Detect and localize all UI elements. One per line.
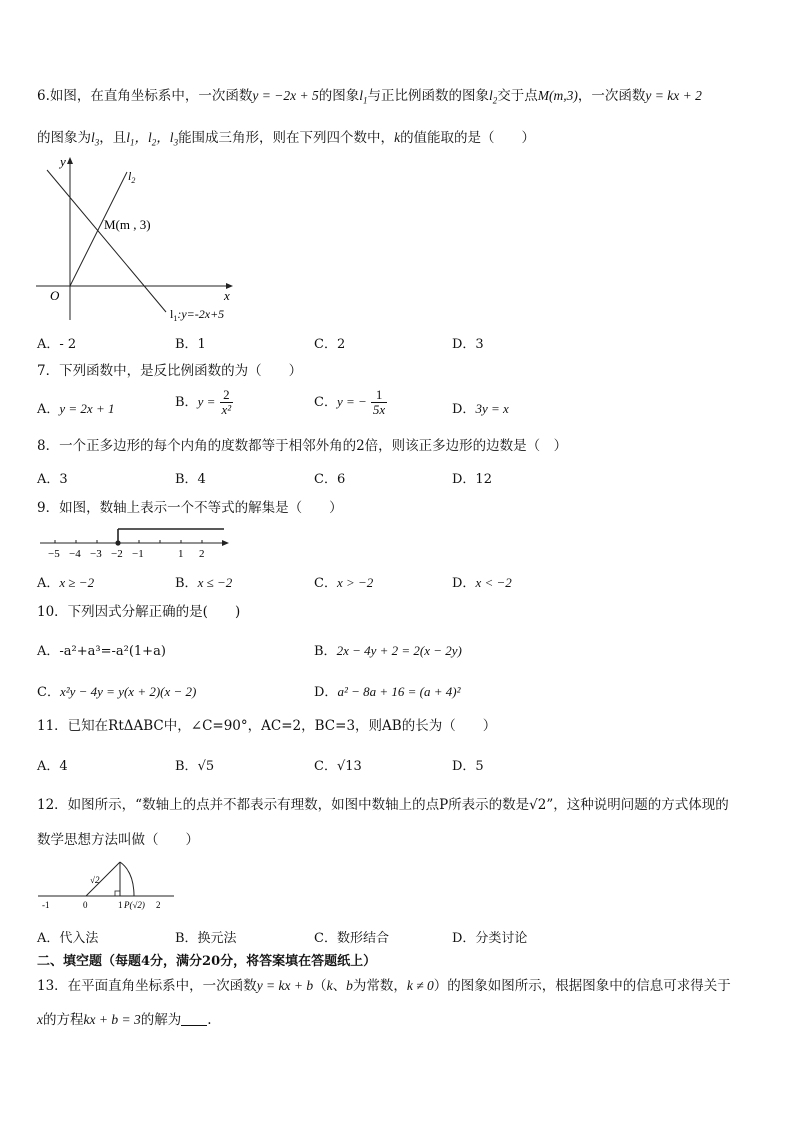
- tick-label: −4: [69, 548, 81, 560]
- section-heading: 二、填空题（每题4分，满分20分，将答案填在答题纸上）: [37, 954, 377, 969]
- origin-label: O: [50, 288, 60, 303]
- q11-option-a[interactable]: A．4: [37, 759, 68, 774]
- tick-label: 2: [156, 900, 161, 910]
- tick-label: 0: [83, 900, 88, 910]
- q8-stem: 8．一个正多边形的每个内角的度数都等于相邻外角的2倍，则该正多边形的边数是（ ）: [37, 438, 568, 454]
- q9-number-line: [36, 522, 236, 562]
- q6-expr2: y = kx + 2: [645, 88, 702, 103]
- q10-option-c[interactable]: C．x²y − 4y = y(x + 2)(x − 2): [37, 684, 197, 700]
- q8-option-d[interactable]: D．12: [452, 472, 492, 487]
- q6-text: 交于点: [497, 88, 538, 104]
- q8-option-b[interactable]: B．4: [175, 472, 206, 487]
- q12-option-b[interactable]: B．换元法: [175, 931, 237, 946]
- tick-label: −1: [132, 548, 144, 560]
- q6-l2: $l_2$: [488, 88, 498, 106]
- q6-text: 能围成三角形，则在下列四个数中，: [178, 130, 395, 146]
- solution-endpoint: [115, 540, 120, 545]
- q12-line1: 12．如图所示，“数轴上的点并不都表示有理数，如图中数轴上的点P所表示的数是√2”，这种说明问题的方式体现的: [37, 797, 729, 813]
- q6-text: 的图象为: [37, 130, 91, 146]
- q6-l3: $l_3$: [91, 130, 100, 148]
- q6-option-d[interactable]: D．3: [452, 337, 484, 352]
- q6-text: ，且: [99, 130, 127, 146]
- point-p-label: P(√2): [124, 900, 145, 910]
- q8-option-a[interactable]: A．3: [37, 472, 68, 487]
- point-m-label: M(m , 3): [104, 217, 151, 232]
- q12-option-c[interactable]: C．数形结合: [314, 931, 389, 946]
- q7-stem: 7．下列函数中，是反比例函数的为（ ）: [37, 363, 303, 379]
- q9-option-b[interactable]: B．x ≤ −2: [175, 575, 233, 591]
- tick-label: 2: [199, 548, 205, 560]
- q9-option-c[interactable]: C．x > −2: [314, 575, 374, 591]
- q12-line2: 数学思想方法叫做（ ）: [37, 832, 199, 848]
- tick-label: −3: [90, 548, 102, 560]
- q9-option-a[interactable]: A．x ≥ −2: [37, 575, 95, 591]
- q7-option-b[interactable]: B．y = $\frac{2}{\text{x²}}$: [175, 387, 232, 417]
- q6-expr1: y = −2x + 5: [252, 88, 319, 103]
- tick-label: −5: [48, 548, 60, 560]
- q6-line1: [37, 86, 702, 111]
- q6-option-b[interactable]: B．1: [175, 337, 206, 352]
- q9-stem: 9．如图，数轴上表示一个不等式的解集是（ ）: [37, 500, 343, 516]
- q11-option-c[interactable]: C．√13: [314, 759, 362, 774]
- q7-option-a[interactable]: A．y = 2x + 1: [37, 401, 115, 417]
- number-line-arrow: [222, 540, 229, 546]
- q11-stem: 11．已知在RtΔABC中，∠C=90°，AC=2，BC=3，则AB的长为（ ）: [37, 718, 497, 734]
- q10-stem: 10．下列因式分解正确的是( ): [37, 604, 241, 620]
- q10-option-a[interactable]: A．-a²+a³=-a²(1+a): [37, 644, 166, 659]
- y-axis-label: y: [60, 154, 66, 169]
- tick-label: 1: [178, 548, 184, 560]
- q7-option-c[interactable]: C．y = − $\frac{1}{5x}$: [314, 387, 386, 417]
- l2-label: $l_2$: [128, 169, 136, 185]
- q11-option-b[interactable]: B．√5: [175, 759, 215, 774]
- q9-option-d[interactable]: D．x < −2: [452, 575, 512, 591]
- q13-line1: 13．在平面直角坐标系中，一次函数y = kx + b（k、b为常数，k ≠ 0）的图象如图所示，根据图象中的信息可求得关于: [37, 978, 731, 994]
- tick-label: −2: [111, 548, 123, 560]
- q6-l-list: $l_1$，$l_2$，$l_3$: [126, 130, 179, 148]
- hyp-label: √2: [90, 875, 100, 885]
- q12-option-d[interactable]: D．分类讨论: [452, 931, 528, 946]
- q6-text: 与正比例函数的图象: [367, 88, 489, 104]
- q6-point-m: M(m,3): [537, 88, 578, 103]
- y-axis-arrow: [67, 157, 73, 164]
- q6-text: 6.如图，在直角坐标系中，一次函数: [37, 88, 253, 104]
- tick-label: 1: [118, 900, 123, 910]
- right-angle-mark: [115, 891, 120, 896]
- q6-line2: [37, 128, 535, 153]
- q13-line2: x的方程kx + b = 3的解为 .: [37, 1012, 212, 1028]
- q10-option-d[interactable]: D．a² − 8a + 16 = (a + 4)²: [314, 684, 461, 700]
- q12-option-a[interactable]: A．代入法: [37, 931, 99, 946]
- q6-option-a[interactable]: A．- 2: [37, 337, 77, 352]
- q6-text: 的图象: [318, 88, 360, 104]
- q6-l1: $l_1$: [359, 88, 368, 106]
- tick-label: -1: [42, 900, 50, 910]
- q7-option-d[interactable]: D．3y = x: [452, 401, 509, 417]
- sqrt2: √2: [529, 797, 547, 813]
- x-axis-label: x: [224, 288, 230, 303]
- q6-graph: [30, 150, 260, 330]
- q6-text: ，一次函数: [577, 88, 646, 104]
- q6-option-c[interactable]: C．2: [314, 337, 346, 352]
- q6-text: 的值能取的是（ ）: [400, 130, 536, 146]
- arc: [120, 862, 134, 896]
- q8-option-c[interactable]: C．6: [314, 472, 346, 487]
- q10-option-b[interactable]: B．2x − 4y + 2 = 2(x − 2y): [314, 643, 462, 659]
- answer-blank[interactable]: [181, 1011, 207, 1026]
- line-l1: [47, 170, 166, 312]
- q11-option-d[interactable]: D．5: [452, 759, 484, 774]
- q6-k: k: [394, 130, 401, 145]
- q12-figure: [34, 858, 184, 914]
- l1-label: $l_1:y=-2x+5$: [170, 307, 225, 323]
